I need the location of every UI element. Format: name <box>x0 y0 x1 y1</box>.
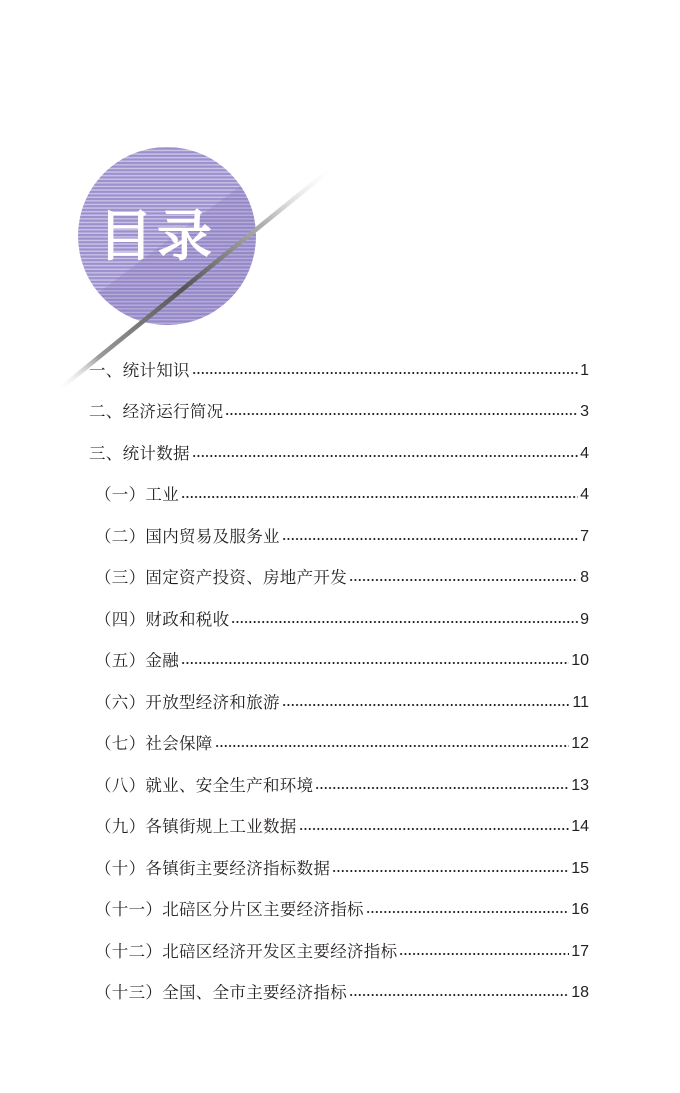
dot-leader <box>315 787 569 789</box>
toc-entry-title: （十一）北碚区分片区主要经济指标 <box>95 900 364 919</box>
dot-leader <box>282 538 578 540</box>
toc-entry-page: 17 <box>571 943 589 960</box>
toc-entry-page: 4 <box>580 445 589 462</box>
dot-leader <box>181 496 578 498</box>
toc-entry-page: 1 <box>580 362 589 379</box>
dot-leader <box>231 621 578 623</box>
toc-entry[interactable] <box>95 648 589 674</box>
toc-entry-page: 9 <box>580 611 589 628</box>
toc-entry[interactable] <box>95 814 589 840</box>
toc-entry-page: 12 <box>571 735 589 752</box>
toc-entry-title: （十二）北碚区经济开发区主要经济指标 <box>95 942 398 961</box>
toc-entry-title: （九）各镇街规上工业数据 <box>95 817 297 836</box>
toc-entry-title: 一、统计知识 <box>89 361 190 380</box>
toc-entry-page: 11 <box>572 694 589 711</box>
toc-entry[interactable] <box>89 358 589 384</box>
dot-leader <box>349 994 569 996</box>
dot-leader <box>332 870 569 872</box>
toc-entry-title: （一）工业 <box>95 485 179 504</box>
toc-entry[interactable] <box>95 939 589 965</box>
dot-leader <box>181 662 569 664</box>
dot-leader <box>366 911 569 913</box>
toc-title: 目录 <box>98 204 217 268</box>
toc-entry-page: 8 <box>580 569 589 586</box>
toc-entry[interactable] <box>95 565 589 591</box>
toc-entry[interactable] <box>95 731 589 757</box>
toc-entry-title: （二）国内贸易及服务业 <box>95 527 280 546</box>
toc-entry-page: 7 <box>580 528 589 545</box>
toc-entry-title: （三）固定资产投资、房地产开发 <box>95 568 347 587</box>
toc-entry-page: 15 <box>571 860 589 877</box>
toc-entry[interactable] <box>89 441 589 467</box>
toc-entry-title: 二、经济运行简况 <box>89 402 224 421</box>
toc-entry-page: 4 <box>580 486 589 503</box>
toc-entry-title: （五）金融 <box>95 651 179 670</box>
toc-entry-page: 16 <box>571 901 589 918</box>
toc-entry-page: 10 <box>571 652 589 669</box>
toc-entry-title: （四）财政和税收 <box>95 610 230 629</box>
toc-entry-title: （八）就业、安全生产和环境 <box>95 776 314 795</box>
toc-entry[interactable] <box>95 524 589 550</box>
toc-entry[interactable] <box>95 690 589 716</box>
toc-entry[interactable] <box>95 980 589 1006</box>
dot-leader <box>225 413 578 415</box>
toc-entry-page: 18 <box>571 984 589 1001</box>
toc-entry-title: （七）社会保障 <box>95 734 213 753</box>
toc-entry-title: （十三）全国、全市主要经济指标 <box>95 983 347 1002</box>
dot-leader <box>282 704 571 706</box>
toc-entry-page: 13 <box>571 777 589 794</box>
toc-entry[interactable] <box>95 856 589 882</box>
dot-leader <box>349 579 578 581</box>
toc-entry[interactable] <box>89 399 589 425</box>
toc-entry[interactable] <box>95 607 589 633</box>
toc-entry-title: （六）开放型经济和旅游 <box>95 693 280 712</box>
dot-leader <box>399 953 569 955</box>
dot-leader <box>192 372 578 374</box>
toc-entry[interactable] <box>95 482 589 508</box>
toc-entry-title: 三、统计数据 <box>89 444 190 463</box>
dot-leader <box>299 828 570 830</box>
toc-entry-title: （十）各镇街主要经济指标数据 <box>95 859 331 878</box>
toc-entry-page: 3 <box>580 403 589 420</box>
toc-entry-page: 14 <box>571 818 589 835</box>
dot-leader <box>215 745 570 747</box>
dot-leader <box>192 455 578 457</box>
toc-entry[interactable] <box>95 773 589 799</box>
toc-entry[interactable] <box>95 897 589 923</box>
